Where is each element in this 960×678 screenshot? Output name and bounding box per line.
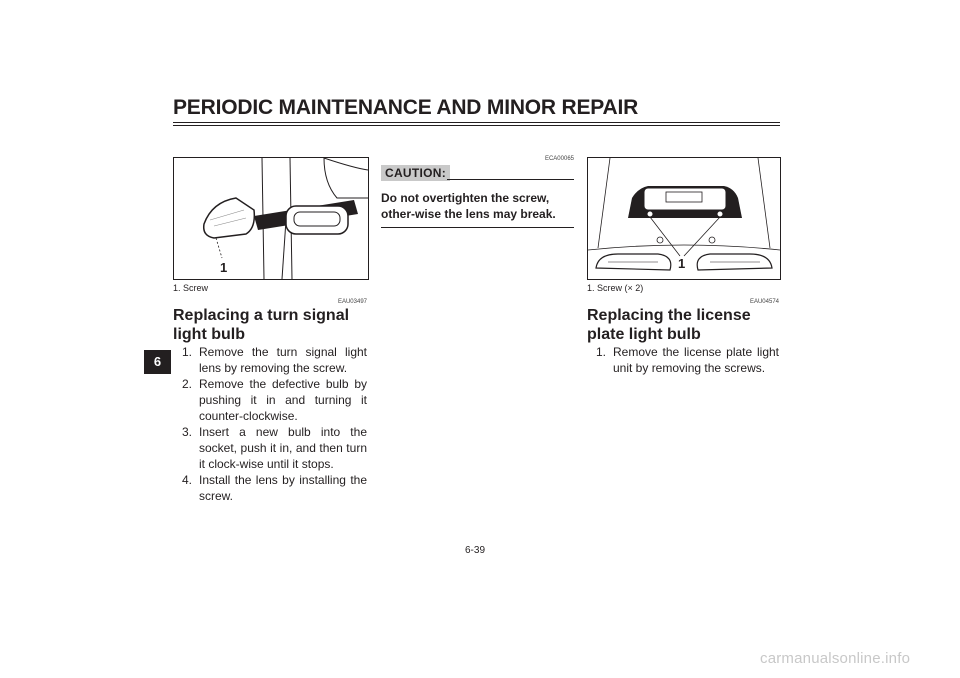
section-title: Replacing the license plate light bulb — [587, 307, 751, 343]
doc-code: ECA00065 — [544, 156, 574, 162]
watermark: carmanualsonline.info — [760, 650, 911, 667]
step-text: Remove the license plate light unit by removing the screws. — [613, 345, 779, 375]
license-plate-steps — [596, 344, 779, 376]
step-item — [182, 472, 367, 504]
step-text: Remove the turn signal light lens by removing the screw. — [199, 345, 367, 375]
step-number: 4. — [182, 473, 193, 487]
figure-caption: 1. Screw — [173, 283, 209, 293]
page-header-title: PERIODIC MAINTENANCE AND MINOR REPAIR — [173, 96, 639, 119]
figure-callout-1: 1 — [678, 256, 686, 271]
turn-signal-illustration — [173, 157, 369, 280]
caution-text: Do not overtighten the screw, other-wise the lens may break. — [381, 191, 556, 221]
figure-caption: 1. Screw (× 2) — [587, 283, 644, 293]
step-item — [596, 344, 779, 376]
caution-bottom-rule — [381, 227, 574, 228]
step-number: 2. — [182, 377, 193, 391]
license-plate-drawing — [588, 158, 780, 279]
step-item — [182, 376, 367, 424]
step-text: Insert a new bulb into the socket, push it in, and then turn it clock-wise until it stops. — [199, 425, 367, 471]
step-text: Remove the defective bulb by pushing it in and turning it counter-clockwise. — [199, 377, 367, 423]
section-title: Replacing a turn signal light bulb — [173, 307, 350, 343]
step-number: 1. — [182, 345, 193, 359]
caution-box — [381, 164, 574, 228]
page-number: 6-39 — [465, 545, 486, 556]
doc-code: EAU04574 — [749, 299, 779, 305]
caution-rule — [447, 179, 574, 180]
header-rule — [173, 125, 780, 126]
step-text: Install the lens by installing the screw. — [199, 473, 367, 503]
step-number: 1. — [596, 345, 607, 359]
turn-signal-drawing — [174, 158, 368, 279]
chapter-tab: 6 — [144, 350, 171, 374]
license-plate-illustration — [587, 157, 781, 280]
step-item — [182, 424, 367, 472]
figure-callout-1: 1 — [220, 260, 228, 275]
step-item — [182, 344, 367, 376]
doc-code: EAU03497 — [337, 299, 367, 305]
header-rule — [173, 122, 780, 123]
turn-signal-steps — [182, 344, 367, 504]
caution-label: CAUTION: — [381, 165, 450, 181]
step-number: 3. — [182, 425, 193, 439]
